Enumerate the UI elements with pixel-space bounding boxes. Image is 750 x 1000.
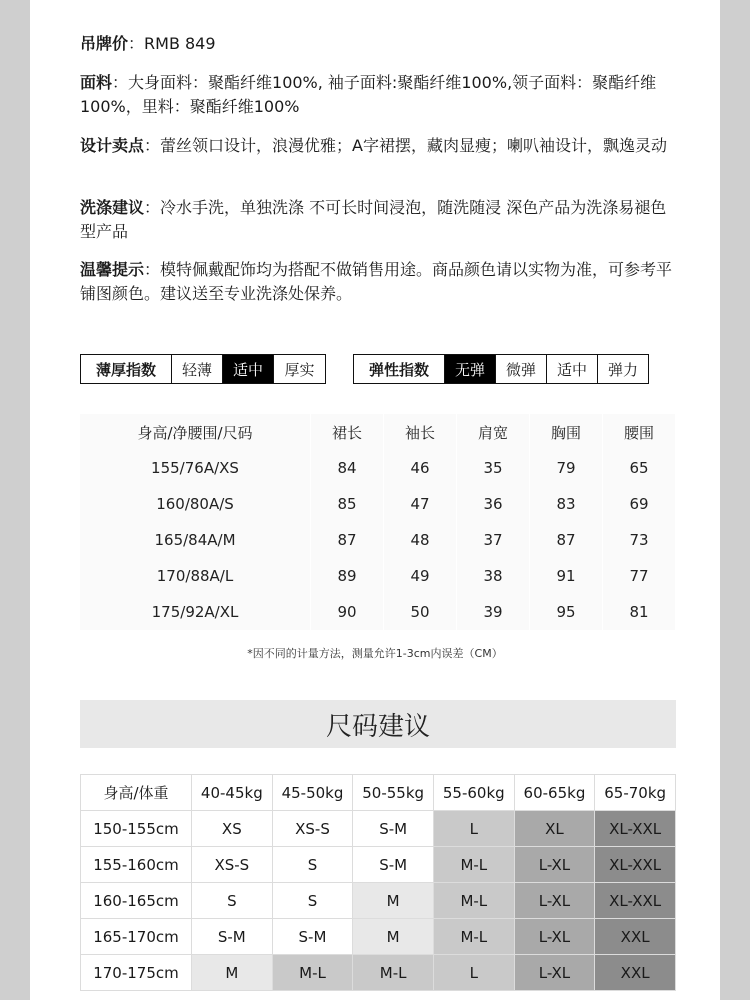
washing-line	[80, 196, 680, 244]
size-header-cell: 裙长	[311, 414, 384, 450]
thickness-option-medium: 适中	[222, 355, 273, 383]
size-cell: 89	[311, 558, 384, 594]
size-cell: 160/80A/S	[80, 486, 311, 522]
table-row	[80, 558, 676, 594]
product-detail-page	[30, 0, 720, 1000]
rec-cell: M	[353, 919, 434, 955]
rec-cell: XL	[514, 811, 595, 847]
rec-cell: S-M	[353, 847, 434, 883]
rec-table-header	[81, 775, 676, 811]
rec-header-cell: 60-65kg	[514, 775, 595, 811]
size-header-cell: 胸围	[530, 414, 603, 450]
size-cell: 39	[457, 594, 530, 630]
rec-height-cell: 160-165cm	[81, 883, 192, 919]
size-cell: 38	[457, 558, 530, 594]
size-cell: 91	[530, 558, 603, 594]
size-header-cell: 腰围	[603, 414, 676, 450]
fabric-value: ：大身面料：聚酯纤维100%, 袖子面料:聚酯纤维100%,领子面料：聚酯纤维100%，里料：聚酯纤维100%	[80, 73, 657, 116]
rec-cell: S	[192, 883, 273, 919]
rec-cell: S-M	[272, 919, 353, 955]
rec-cell: S	[272, 847, 353, 883]
size-cell: 69	[603, 486, 676, 522]
tips-label: 温馨提示	[80, 260, 145, 279]
size-cell: 90	[311, 594, 384, 630]
price-line	[80, 32, 680, 56]
washing-value: ：冷水手洗，单独洗涤 不可长时间浸泡，随洗随浸 深色产品为洗涤易褪色型产品	[80, 198, 667, 241]
rec-cell: M-L	[433, 919, 514, 955]
elasticity-scale	[353, 354, 649, 384]
rec-cell: L	[433, 811, 514, 847]
elasticity-option-stretch: 弹力	[597, 355, 648, 383]
washing-label: 洗涤建议	[80, 198, 145, 217]
size-cell: 73	[603, 522, 676, 558]
rec-height-cell: 150-155cm	[81, 811, 192, 847]
rec-cell: M	[192, 955, 273, 991]
size-cell: 95	[530, 594, 603, 630]
size-cell: 155/76A/XS	[80, 450, 311, 486]
table-row	[81, 883, 676, 919]
size-cell: 87	[311, 522, 384, 558]
rec-cell: M-L	[353, 955, 434, 991]
rec-cell: XL-XXL	[595, 883, 676, 919]
rec-cell: L-XL	[514, 847, 595, 883]
rec-cell: L	[433, 955, 514, 991]
rec-cell: XL-XXL	[595, 811, 676, 847]
rec-height-cell: 170-175cm	[81, 955, 192, 991]
size-cell: 83	[530, 486, 603, 522]
tips-line	[80, 258, 680, 306]
size-advice-banner: 尺码建议	[80, 700, 676, 748]
table-row	[80, 450, 676, 486]
size-cell: 79	[530, 450, 603, 486]
rec-cell: M-L	[433, 883, 514, 919]
size-cell: 65	[603, 450, 676, 486]
rec-header-cell: 50-55kg	[353, 775, 434, 811]
thickness-option-light: 轻薄	[171, 355, 222, 383]
rec-cell: S	[272, 883, 353, 919]
table-row	[81, 955, 676, 991]
size-cell: 36	[457, 486, 530, 522]
size-cell: 84	[311, 450, 384, 486]
fabric-line	[80, 71, 680, 119]
rec-height-cell: 155-160cm	[81, 847, 192, 883]
rec-cell: L-XL	[514, 955, 595, 991]
rec-cell: XS-S	[272, 811, 353, 847]
size-cell: 81	[603, 594, 676, 630]
rec-cell: XL-XXL	[595, 847, 676, 883]
elasticity-option-medium: 适中	[546, 355, 597, 383]
rec-header-cell: 45-50kg	[272, 775, 353, 811]
rec-cell: L-XL	[514, 919, 595, 955]
thickness-title: 薄厚指数	[95, 360, 156, 379]
fabric-label: 面料	[80, 73, 113, 92]
size-cell: 37	[457, 522, 530, 558]
table-row	[81, 847, 676, 883]
table-row	[81, 811, 676, 847]
size-cell: 35	[457, 450, 530, 486]
rec-header-cell: 40-45kg	[192, 775, 273, 811]
table-row	[80, 594, 676, 630]
rec-cell: M	[353, 883, 434, 919]
size-cell: 175/92A/XL	[80, 594, 311, 630]
size-cell: 47	[384, 486, 457, 522]
table-row	[80, 522, 676, 558]
size-recommendation-table	[80, 774, 676, 991]
design-label: 设计卖点	[80, 136, 145, 155]
table-row	[80, 486, 676, 522]
size-cell: 77	[603, 558, 676, 594]
size-header-cell: 袖长	[384, 414, 457, 450]
size-table-header	[80, 414, 676, 450]
rec-cell: S-M	[192, 919, 273, 955]
measurement-note: *因不同的计量方法，测量允许1-3cm内误差（CM）	[247, 647, 503, 660]
size-cell: 165/84A/M	[80, 522, 311, 558]
price-label: 吊牌价	[80, 34, 129, 53]
elasticity-option-slight: 微弹	[495, 355, 546, 383]
elasticity-option-none: 无弹	[444, 355, 495, 383]
size-table	[80, 414, 676, 630]
size-cell: 46	[384, 450, 457, 486]
tips-value: ：模特佩戴配饰均为搭配不做销售用途。商品颜色请以实物为准，可参考平铺图颜色。建议送至专业洗涤处保养。	[80, 260, 673, 303]
size-cell: 50	[384, 594, 457, 630]
design-value: ：蕾丝领口设计，浪漫优雅；A字裙摆，藏肉显瘦；喇叭袖设计，飘逸灵动	[144, 136, 667, 155]
rec-cell: M-L	[272, 955, 353, 991]
thickness-scale	[80, 354, 326, 384]
rec-cell: XXL	[595, 955, 676, 991]
thickness-option-thick: 厚实	[273, 355, 325, 383]
rec-header-cell: 65-70kg	[595, 775, 676, 811]
size-cell: 48	[384, 522, 457, 558]
size-cell: 49	[384, 558, 457, 594]
rec-height-cell: 165-170cm	[81, 919, 192, 955]
size-header-cell: 肩宽	[457, 414, 530, 450]
rec-cell: XXL	[595, 919, 676, 955]
size-cell: 170/88A/L	[80, 558, 311, 594]
rec-header-cell: 身高/体重	[81, 775, 192, 811]
rec-header-cell: 55-60kg	[433, 775, 514, 811]
size-cell: 85	[311, 486, 384, 522]
rec-cell: M-L	[433, 847, 514, 883]
size-header-cell: 身高/净腰围/尺码	[80, 414, 311, 450]
size-cell: 87	[530, 522, 603, 558]
rec-cell: XS-S	[192, 847, 273, 883]
table-row	[81, 919, 676, 955]
rec-cell: S-M	[353, 811, 434, 847]
design-line	[80, 134, 680, 158]
elasticity-title: 弹性指数	[368, 360, 429, 379]
rec-cell: L-XL	[514, 883, 595, 919]
rec-cell: XS	[192, 811, 273, 847]
price-value: ：RMB 849	[128, 34, 216, 53]
